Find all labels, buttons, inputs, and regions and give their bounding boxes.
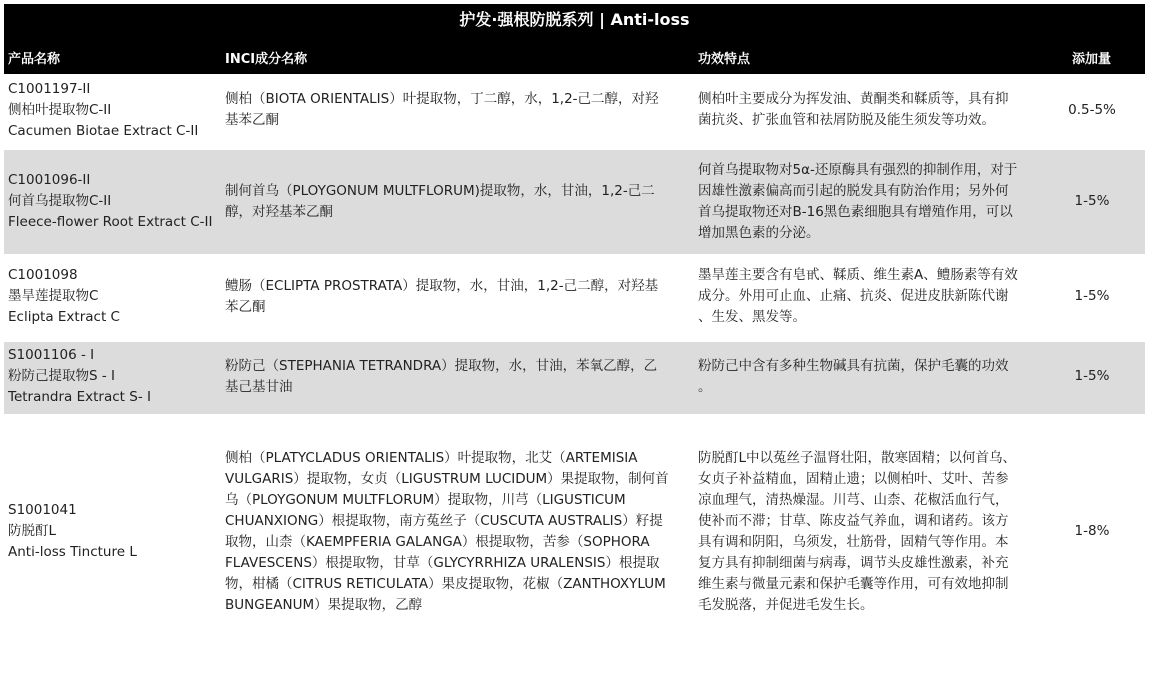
product-name-cell (8, 500, 222, 563)
header-effect: 功效特点 (698, 52, 751, 67)
effect-line: 女贞子补益精血，固精止遗；以侧柏叶、艾叶、苦参 (698, 471, 1009, 487)
product-name-cn: 防脱酊L (8, 523, 57, 539)
inci-line: 制何首乌（PLOYGONUM MULTFLORUM)提取物，水，甘油，1,2-己二 (225, 183, 655, 199)
effect-line: 墨旱莲主要含有皂甙、鞣质、维生素A、鳢肠素等有效 (698, 267, 1018, 283)
effect-line: 使补而不滞；甘草、陈皮益气养血，调和诸药。该方 (698, 513, 1009, 529)
product-code: C1001096-II (8, 172, 91, 188)
header-product-name: 产品名称 (8, 52, 61, 67)
inci-cell (225, 89, 692, 131)
header-dose: 添加量 (1072, 52, 1112, 67)
inci-line: 取物，山柰（KAEMPFERIA GALANGA）根提取物，苦参（SOPHORA (225, 534, 650, 550)
effect-cell (698, 89, 1048, 131)
effect-line: 因雄性激素偏高而引起的脱发具有防治作用；另外何 (698, 183, 1009, 199)
inci-line: 物，柑橘（CITRUS RETICULATA）果皮提取物，花椒（ZANTHOXYLUM (225, 576, 666, 592)
effect-line: 菌抗炎、扩张血管和祛屑防脱及能生须发等功效。 (698, 112, 995, 128)
product-name-cell (8, 170, 222, 233)
inci-cell (225, 356, 692, 398)
product-code: S1001106 - I (8, 347, 95, 363)
inci-line: 基苯乙酮 (225, 112, 279, 128)
table-row (4, 416, 1145, 636)
effect-line: 具有调和阴阳，乌须发，壮筋骨，固精气等作用。本 (698, 534, 1009, 550)
table-row (4, 342, 1145, 414)
inci-line: 粉防己（STEPHANIA TETRANDRA）提取物，水，甘油，苯氧乙醇，乙 (225, 358, 658, 374)
effect-line: 复方具有抑制细菌与病毒，调节头皮雄性激素，补充 (698, 555, 1009, 571)
dose-cell: 0.5-5% (1068, 102, 1116, 118)
inci-line: 乌（PLOYGONUM MULTFLORUM）提取物，川芎（LIGUSTICUM (225, 492, 626, 508)
effect-cell (698, 356, 1048, 398)
dose-cell: 1-8% (1074, 523, 1110, 539)
table-row (4, 256, 1145, 340)
inci-cell (225, 181, 692, 223)
product-name-cn: 粉防己提取物S - I (8, 368, 116, 384)
effect-line: 何首乌提取物对5α-还原酶具有强烈的抑制作用，对于 (698, 162, 1018, 178)
table-title: 护发·强根防脱系列 | Anti-loss (4, 4, 1145, 36)
table-row (4, 150, 1145, 254)
effect-line: 凉血理气，清热燥湿。川芎、山柰、花椒活血行气， (698, 492, 1009, 508)
effect-line: 。 (698, 379, 712, 395)
dose-cell: 1-5% (1074, 288, 1110, 304)
product-name-en: Eclipta Extract C (8, 309, 120, 325)
inci-line: FLAVESCENS）根提取物，甘草（GLYCYRRHIZA URALENSIS）根提取 (225, 555, 660, 571)
product-table (4, 4, 1145, 74)
product-code: C1001197-II (8, 81, 91, 97)
effect-line: 毛发脱落，并促进毛发生长。 (698, 597, 874, 613)
inci-line: BUNGEANUM）果提取物，乙醇 (225, 597, 423, 613)
effect-line: 增加黑色素的分泌。 (698, 225, 820, 241)
product-name-en: Anti-loss Tincture L (8, 544, 137, 560)
effect-line: 首乌提取物还对B-16黑色素细胞具有增殖作用，可以 (698, 204, 1013, 220)
inci-cell (225, 276, 692, 318)
table-header-row (4, 36, 1145, 74)
inci-line: CHUANXIONG）根提取物，南方菟丝子（CUSCUTA AUSTRALIS）籽提 (225, 513, 663, 529)
table-row (4, 72, 1145, 148)
product-name-cn: 墨旱莲提取物C (8, 288, 99, 304)
effect-line: 侧柏叶主要成分为挥发油、黄酮类和鞣质等，具有抑 (698, 91, 1009, 107)
product-name-cell (8, 265, 222, 328)
effect-cell (698, 448, 1048, 616)
effect-cell (698, 160, 1048, 244)
product-code: S1001041 (8, 502, 77, 518)
inci-line: 醇，对羟基苯乙酮 (225, 204, 333, 220)
product-name-en: Tetrandra Extract S- I (8, 389, 151, 405)
product-name-cell (8, 345, 222, 408)
effect-cell (698, 265, 1048, 328)
inci-line: VULGARIS）提取物，女贞（LIGUSTRUM LUCIDUM）果提取物，制何首 (225, 471, 669, 487)
product-name-en: Fleece-flower Root Extract C-II (8, 214, 213, 230)
header-inci: INCI成分名称 (225, 52, 308, 67)
product-name-en: Cacumen Biotae Extract C-II (8, 123, 199, 139)
dose-cell: 1-5% (1074, 193, 1110, 209)
product-name-cn: 何首乌提取物C-II (8, 193, 112, 209)
inci-line: 侧柏（BIOTA ORIENTALIS）叶提取物，丁二醇，水，1,2-己二醇，对羟 (225, 91, 659, 107)
inci-line: 基己基甘油 (225, 379, 293, 395)
product-name-cn: 侧柏叶提取物C-II (8, 102, 112, 118)
inci-line: 侧柏（PLATYCLADUS ORIENTALIS）叶提取物，北艾（ARTEMISIA (225, 450, 638, 466)
inci-line: 苯乙酮 (225, 299, 266, 315)
product-name-cell (8, 79, 222, 142)
inci-line: 鳢肠（ECLIPTA PROSTRATA）提取物，水，甘油，1,2-己二醇，对羟基 (225, 278, 659, 294)
dose-cell: 1-5% (1074, 368, 1110, 384)
inci-cell (225, 448, 692, 616)
effect-line: 维生素与微量元素和保护毛囊等作用，可有效地抑制 (698, 576, 1009, 592)
product-code: C1001098 (8, 267, 78, 283)
effect-line: 成分。外用可止血、止痛、抗炎、促进皮肤新陈代谢 (698, 288, 1009, 304)
effect-line: 防脱酊L中以菟丝子温肾壮阳，散寒固精；以何首乌、 (698, 450, 1017, 466)
effect-line: 粉防己中含有多种生物碱具有抗菌，保护毛囊的功效 (698, 358, 1009, 374)
effect-line: 、生发、黑发等。 (698, 309, 806, 325)
